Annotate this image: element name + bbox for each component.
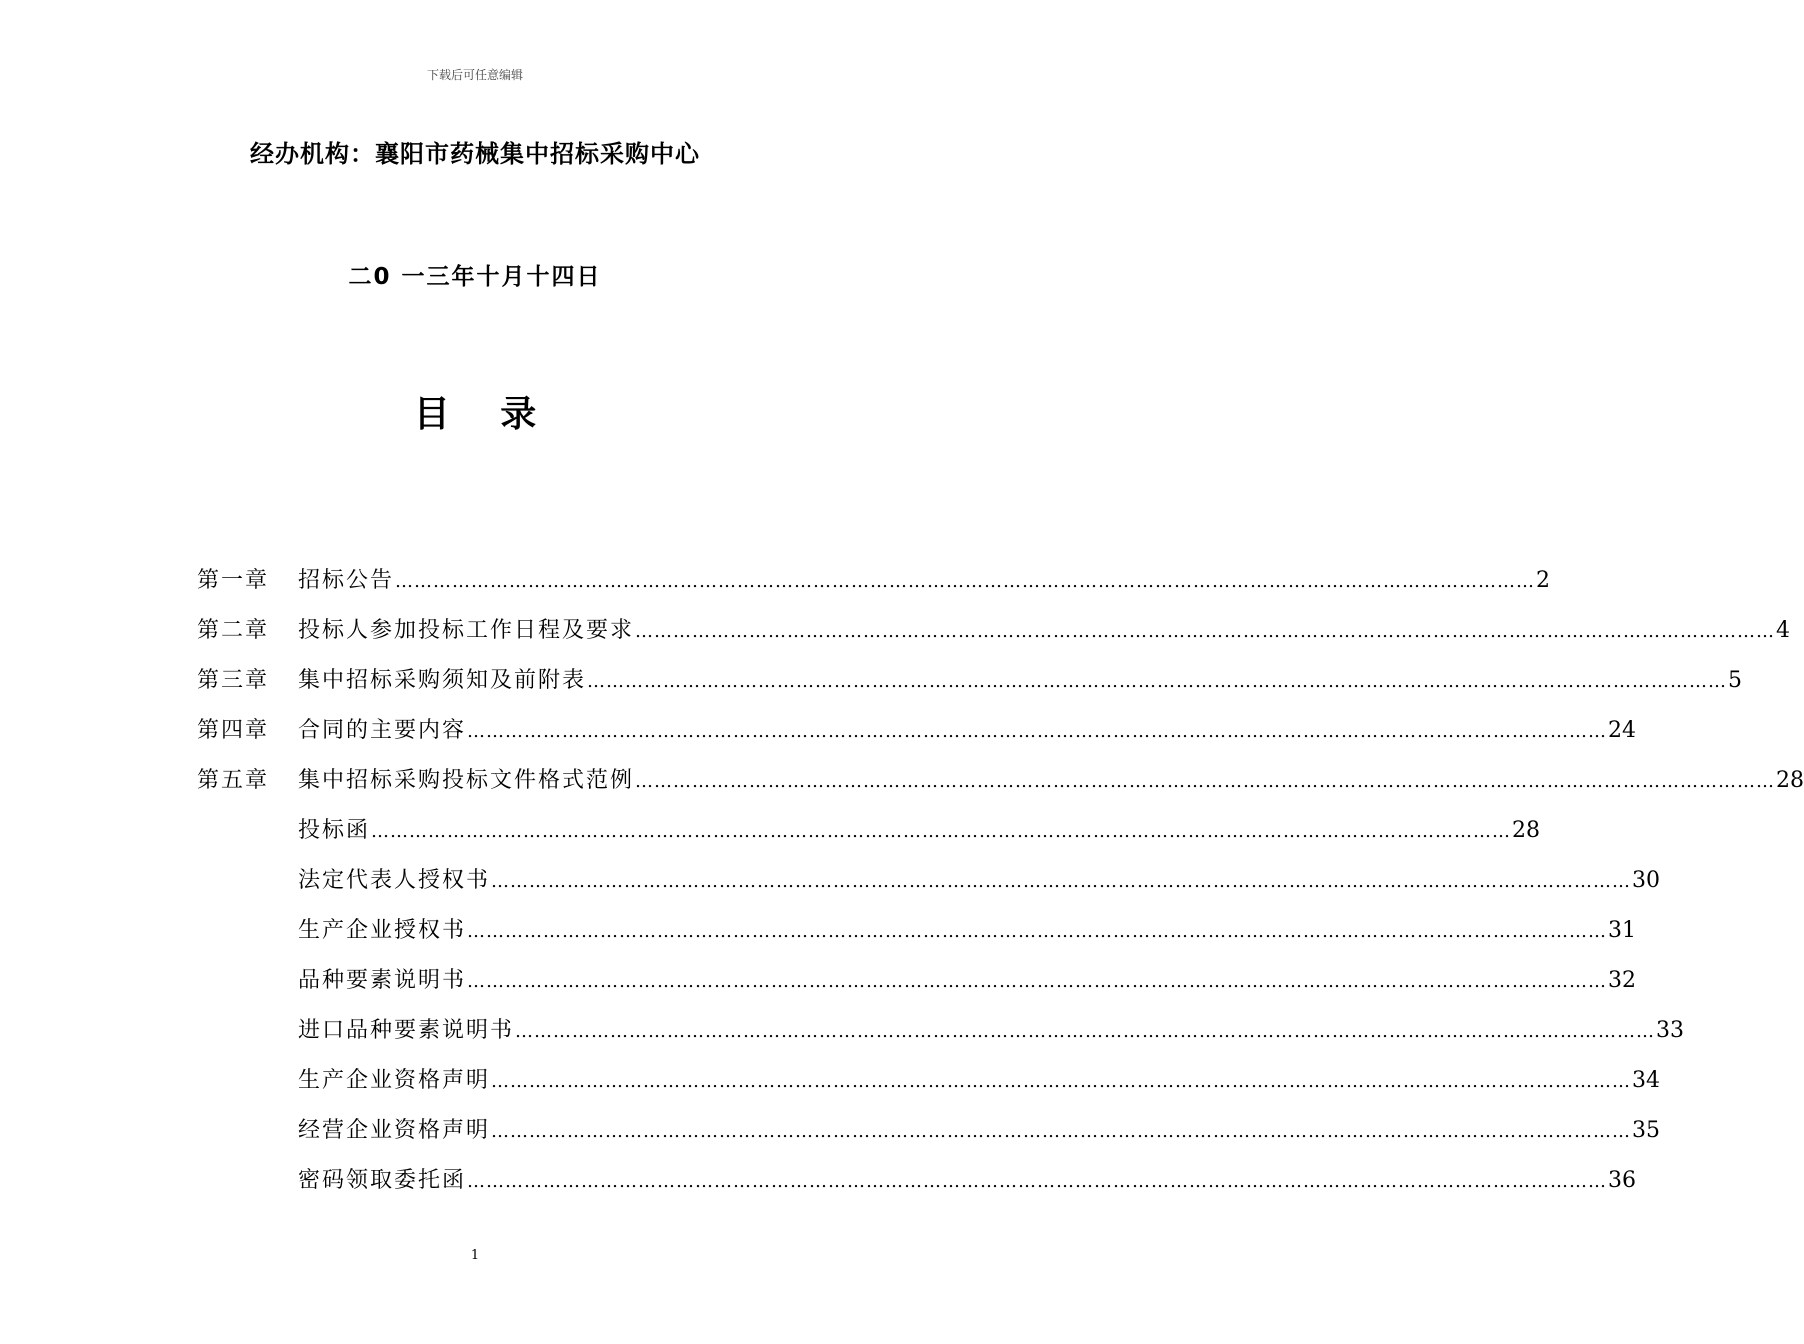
toc-entry [298, 763, 1804, 794]
header-note: 下载后可任意编辑 [426, 68, 523, 82]
toc-page-number: 4 [1776, 618, 1791, 643]
toc-label: 投标函 [298, 818, 371, 843]
toc-label: 进口品种要素说明书 [298, 1018, 515, 1043]
toc-entry [298, 963, 1637, 994]
agency-line: 经办机构：襄阳市药械集中招标采购中心 [250, 140, 700, 168]
toc-entry [298, 913, 1637, 944]
toc-row [0, 655, 1743, 705]
toc-page-number: 31 [1608, 918, 1637, 943]
toc-label: 经营企业资格声明 [298, 1118, 491, 1143]
toc-page-number: 30 [1632, 868, 1661, 893]
toc-chapter: 第一章 [197, 568, 270, 593]
toc-label: 生产企业授权书 [298, 918, 467, 943]
toc-page-number: 28 [1512, 818, 1541, 843]
toc-entry [298, 1113, 1661, 1144]
toc-label: 合同的主要内容 [298, 718, 467, 743]
toc-leader-dots: ……………………………………………………………………………………………………………………………………………………………… [467, 1171, 1608, 1192]
toc-entry [298, 563, 1551, 594]
toc-page-number: 35 [1632, 1118, 1661, 1143]
toc-chapter: 第五章 [197, 768, 270, 793]
toc-row [0, 855, 1661, 905]
page-number: 1 [470, 1248, 480, 1263]
toc-label: 投标人参加投标工作日程及要求 [298, 618, 635, 643]
toc-page-number: 24 [1608, 718, 1637, 743]
toc-leader-dots: ……………………………………………………………………………………………………………………………………………………………… [371, 821, 1512, 842]
toc-label: 密码领取委托函 [298, 1168, 467, 1193]
toc-leader-dots: ……………………………………………………………………………………………………………………………………………………………… [491, 871, 1632, 892]
toc-page-number: 34 [1632, 1068, 1661, 1093]
toc-leader-dots: ……………………………………………………………………………………………………………………………………………………………… [395, 571, 1536, 592]
toc-page-number: 2 [1536, 568, 1551, 593]
toc-row [0, 1155, 1637, 1205]
toc-row [0, 1105, 1661, 1155]
toc-label: 生产企业资格声明 [298, 1068, 491, 1093]
toc-leader-dots: ……………………………………………………………………………………………………………………………………………………………… [491, 1121, 1632, 1142]
toc-row [0, 805, 1541, 855]
toc-leader-dots: ……………………………………………………………………………………………………………………………………………………………… [491, 1071, 1632, 1092]
toc-leader-dots: ……………………………………………………………………………………………………………………………………………………………… [515, 1021, 1656, 1042]
toc-label: 集中招标采购投标文件格式范例 [298, 768, 635, 793]
toc-row [0, 555, 1551, 605]
toc-leader-dots: ……………………………………………………………………………………………………………………………………………………………… [467, 971, 1608, 992]
document-date: 二0 一三年十月十四日 [348, 264, 602, 290]
toc-chapter: 第二章 [197, 618, 270, 643]
toc-entry [298, 713, 1637, 744]
toc-leader-dots: ……………………………………………………………………………………………………………………………………………………………… [467, 721, 1608, 742]
toc-label: 集中招标采购须知及前附表 [298, 668, 587, 693]
toc-title: 目 录 [413, 394, 537, 435]
toc-page-number: 33 [1656, 1018, 1685, 1043]
toc-leader-dots: ……………………………………………………………………………………………………………………………………………………………… [635, 771, 1776, 792]
toc-page-number: 32 [1608, 968, 1637, 993]
toc-page-number: 36 [1608, 1168, 1637, 1193]
toc-entry [298, 863, 1661, 894]
toc-row [0, 955, 1637, 1005]
toc-entry [298, 663, 1743, 694]
toc-entry [298, 1013, 1685, 1044]
toc-entry [298, 613, 1791, 644]
toc-label: 品种要素说明书 [298, 968, 467, 993]
toc-chapter: 第四章 [197, 718, 270, 743]
toc-page-number: 28 [1776, 768, 1804, 793]
toc-row [0, 705, 1637, 755]
toc-entry [298, 813, 1541, 844]
toc-label: 法定代表人授权书 [298, 868, 491, 893]
toc-row [0, 1005, 1685, 1055]
toc-row [0, 1055, 1661, 1105]
toc-chapter: 第三章 [197, 668, 270, 693]
toc-row [0, 905, 1637, 955]
toc-leader-dots: ……………………………………………………………………………………………………………………………………………………………… [635, 621, 1776, 642]
toc-leader-dots: ……………………………………………………………………………………………………………………………………………………………… [467, 921, 1608, 942]
toc-page-number: 5 [1728, 668, 1743, 693]
toc-leader-dots: ……………………………………………………………………………………………………………………………………………………………… [587, 671, 1728, 692]
toc-row [0, 755, 1804, 805]
toc-entry [298, 1063, 1661, 1094]
toc-label: 招标公告 [298, 568, 395, 593]
toc-row [0, 605, 1791, 655]
toc-entry [298, 1163, 1637, 1194]
